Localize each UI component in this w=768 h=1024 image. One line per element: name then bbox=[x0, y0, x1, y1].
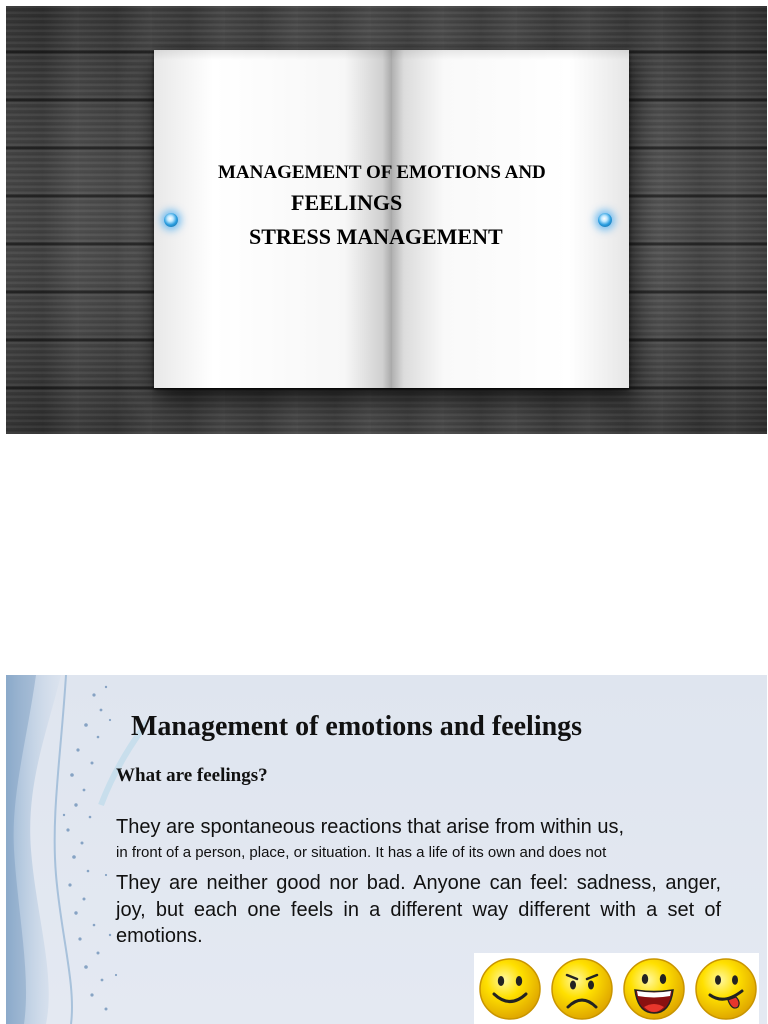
title-slide bbox=[6, 6, 767, 434]
emoji-strip bbox=[474, 953, 759, 1024]
slide2-paragraph-1: They are spontaneous reactions that arise from within us, bbox=[116, 816, 625, 838]
book-shade bbox=[154, 50, 629, 60]
open-book bbox=[154, 50, 629, 388]
tongue-out-face-icon bbox=[694, 957, 758, 1021]
slide1-title-line1: MANAGEMENT OF EMOTIONS AND bbox=[218, 162, 546, 183]
sad-face-icon bbox=[550, 957, 614, 1021]
glow-dot-icon bbox=[164, 213, 178, 227]
slide2-title: Management of emotions and feelings bbox=[131, 711, 583, 742]
slide1-title-line2: FEELINGS bbox=[291, 190, 403, 215]
content-slide bbox=[6, 675, 767, 1024]
happy-face-icon bbox=[478, 957, 542, 1021]
slide2-subtitle: What are feelings? bbox=[116, 765, 268, 786]
laughing-face-icon bbox=[622, 957, 686, 1021]
slide2-paragraph-2: in front of a person, place, or situation. It has a life of its own and does not bbox=[116, 844, 607, 861]
book-page-right bbox=[392, 50, 630, 388]
slide2-paragraph-3: They are neither good nor bad. Anyone can feel: sadness, anger, joy, but each one feels in a different way different with a set of emotions. bbox=[116, 872, 721, 947]
book-page-left bbox=[154, 50, 392, 388]
glow-dot-icon bbox=[598, 213, 612, 227]
slide1-title-line3: STRESS MANAGEMENT bbox=[249, 224, 503, 249]
